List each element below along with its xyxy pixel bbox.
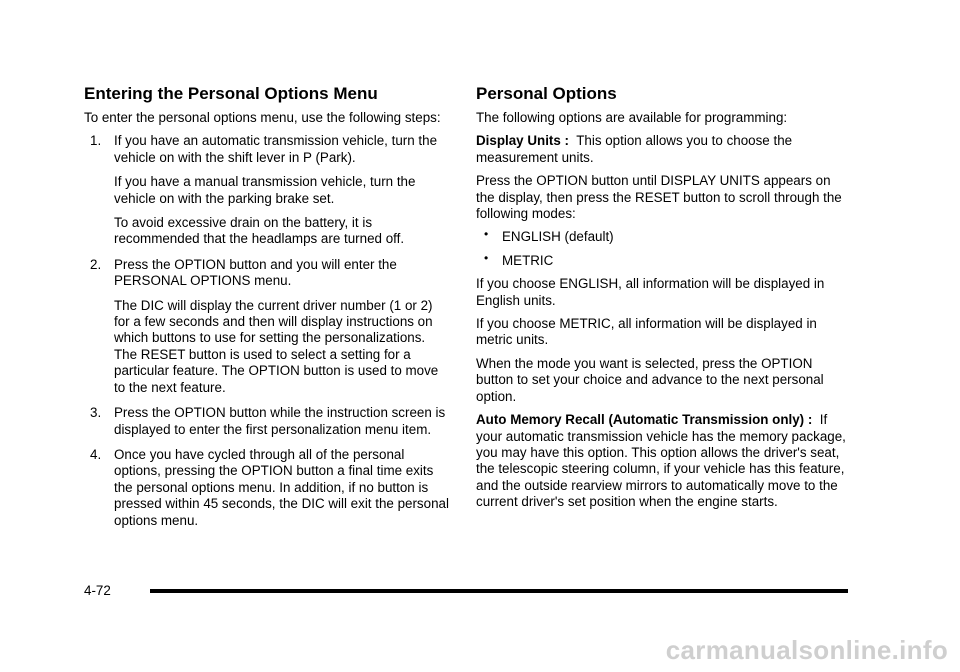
step-number: 1. [90, 133, 102, 149]
step-paragraph: If you have an automatic transmission vehicle, turn the vehicle on with the shift lever in P (Park). [114, 133, 438, 165]
step-paragraph: If you have a manual transmission vehicle, turn the vehicle on with the parking brake set. [114, 174, 416, 206]
bullet-icon: • [484, 250, 489, 265]
right-body [476, 110, 852, 518]
english-paragraph: If you choose ENGLISH, all information will be displayed in English units. [476, 276, 825, 308]
section-heading-entering-menu: Entering the Personal Options Menu [84, 84, 378, 103]
options-intro: The following options are available for programming: [476, 110, 788, 125]
mode-label: METRIC [502, 252, 554, 268]
step-item [84, 257, 450, 396]
mode-item [476, 229, 852, 245]
bullet-icon: • [484, 227, 489, 242]
step-item [84, 133, 450, 247]
step-paragraph: The DIC will display the current driver number (1 or 2) for a few seconds and then will display instructions on which buttons to use for setting the personalizations. The RESET button is used to select a setting for a particular feature. The OPTION button is used to move to the next feature. [114, 297, 439, 395]
auto-memory-paragraph [476, 412, 852, 510]
display-units-desc: This option allows you to choose the measurement units. [476, 133, 793, 165]
mode-label: ENGLISH (default) [502, 229, 614, 245]
step-paragraph: Once you have cycled through all of the personal options, pressing the OPTION button a final time exits the personal options menu. In addition, if no button is pressed within 45 seconds, the DIC will exit the personal options menu. [114, 446, 449, 528]
mode-item [476, 250, 852, 269]
intro-paragraph: To enter the personal options menu, use the following steps: [84, 110, 441, 125]
modes-list [476, 229, 852, 269]
watermark: carmanualsonline.info [665, 635, 948, 665]
page-number: 4-72 [84, 583, 111, 598]
section-heading-personal-options: Personal Options [476, 84, 617, 103]
step-item [84, 447, 450, 529]
left-body [84, 110, 450, 538]
step-paragraph: Press the OPTION button and you will enter the PERSONAL OPTIONS menu. [114, 256, 397, 289]
footer-rule [150, 589, 848, 593]
step-item [84, 405, 450, 438]
steps-list [84, 133, 450, 529]
step-number: 3. [90, 405, 102, 421]
display-units-term: Display Units : [476, 133, 570, 149]
press-option-paragraph: Press the OPTION button until DISPLAY UNITS appears on the display, then press the RESET button to scroll through the following modes: [476, 173, 842, 222]
step-paragraph: Press the OPTION button while the instruction screen is displayed to enter the first personalization menu item. [114, 405, 446, 437]
auto-memory-desc: If your automatic transmission vehicle has the memory package, you may have this option. This option allows the driver's seat, the telescopic steering column, if your vehicle has this feature, and the outside rearview mirrors to automatically move to the current driver's set position when the engine starts. [476, 412, 846, 510]
step-paragraph: To avoid excessive drain on the battery, it is recommended that the headlamps are turned off. [114, 215, 405, 247]
step-number: 2. [90, 256, 102, 272]
display-units-paragraph [476, 133, 852, 166]
auto-memory-term: Auto Memory Recall (Automatic Transmission only) : [476, 412, 813, 428]
mode-selected-paragraph: When the mode you want is selected, press the OPTION button to set your choice and advance to the next personal option. [476, 355, 824, 404]
step-number: 4. [90, 446, 102, 462]
metric-paragraph: If you choose METRIC, all information will be displayed in metric units. [476, 316, 817, 348]
